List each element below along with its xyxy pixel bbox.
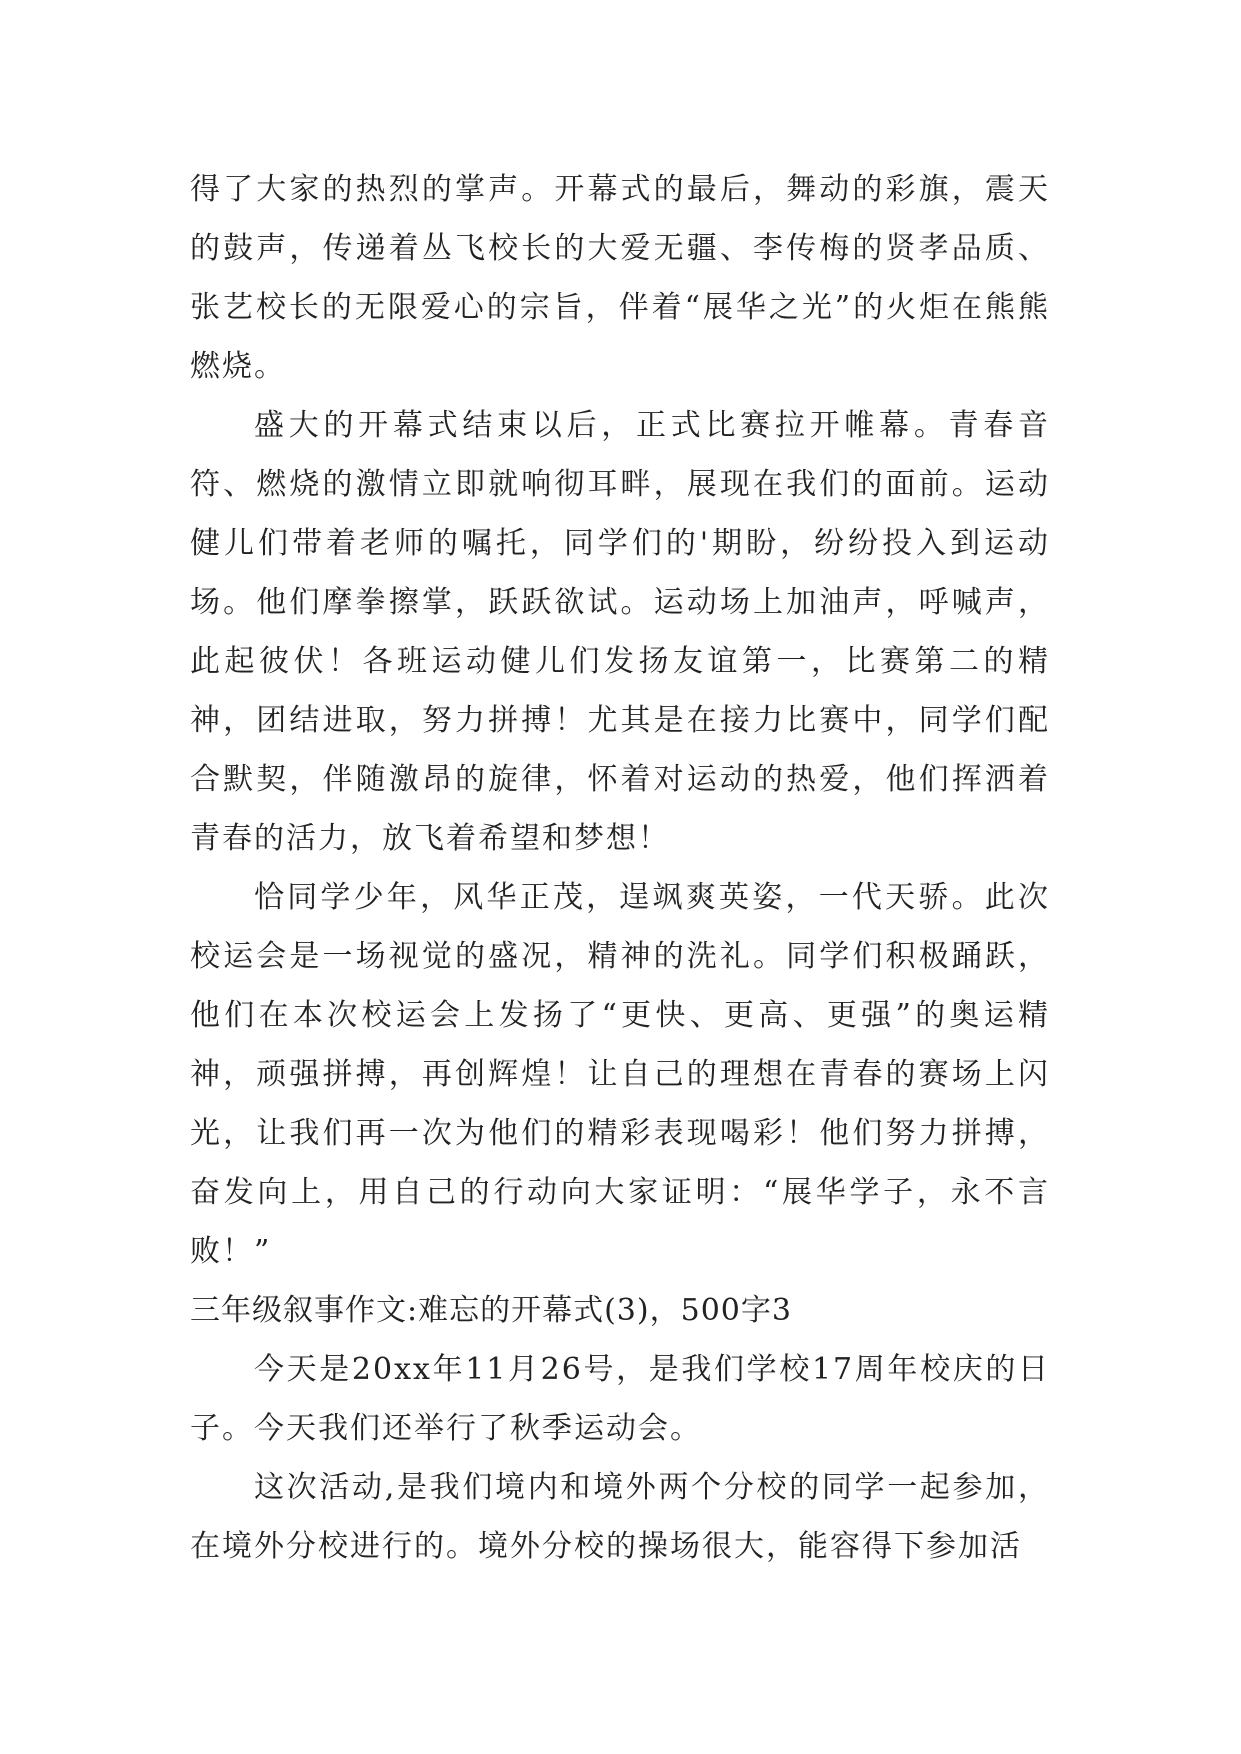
section-heading: 三年级叙事作文:难忘的开幕式(3)，500字3 <box>190 1293 792 1328</box>
paragraph-1: 得了大家的热烈的掌声。开幕式的最后，舞动的彩旗，震天的鼓声，传递着丛飞校长的大爱无疆、李传梅的贤孝品质、张艺校长的无限爱心的宗旨，伴着“展华之光”的火炬在熊熊燃烧。 <box>190 172 1050 384</box>
paragraph-5: 这次活动,是我们境内和境外两个分校的同学一起参加，在境外分校进行的。境外分校的操场很大，能容得下参加活 <box>190 1470 1050 1564</box>
paragraph-2: 盛大的开幕式结束以后，正式比赛拉开帷幕。青春音符、燃烧的激情立即就响彻耳畔，展现在我们的面前。运动健儿们带着老师的嘱托，同学们的'期盼，纷纷投入到运动场。他们摩拳擦掌，跃跃欲试。运动场上加油声，呼喊声，此起彼伏！各班运动健儿们发扬友谊第一，比赛第二的精神，团结进取，努力拼搏！尤其是在接力比赛中，同学们配合默契，伴随激昂的旋律，怀着对运动的热爱，他们挥洒着青春的活力，放飞着希望和梦想！ <box>190 408 1050 856</box>
document-page <box>190 160 1050 1576</box>
paragraph-4: 今天是20xx年11月26号，是我们学校17周年校庆的日子。今天我们还举行了秋季运动会。 <box>190 1352 1050 1446</box>
paragraph-3: 恰同学少年，风华正茂，逞飒爽英姿，一代天骄。此次校运会是一场视觉的盛况，精神的洗礼。同学们积极踊跃，他们在本次校运会上发扬了“更快、更高、更强”的奥运精神，顽强拼搏，再创辉煌！让自己的理想在青春的赛场上闪光，让我们再一次为他们的精彩表现喝彩！他们努力拼搏，奋发向上，用自己的行动向大家证明：“展华学子，永不言败！” <box>190 880 1050 1269</box>
